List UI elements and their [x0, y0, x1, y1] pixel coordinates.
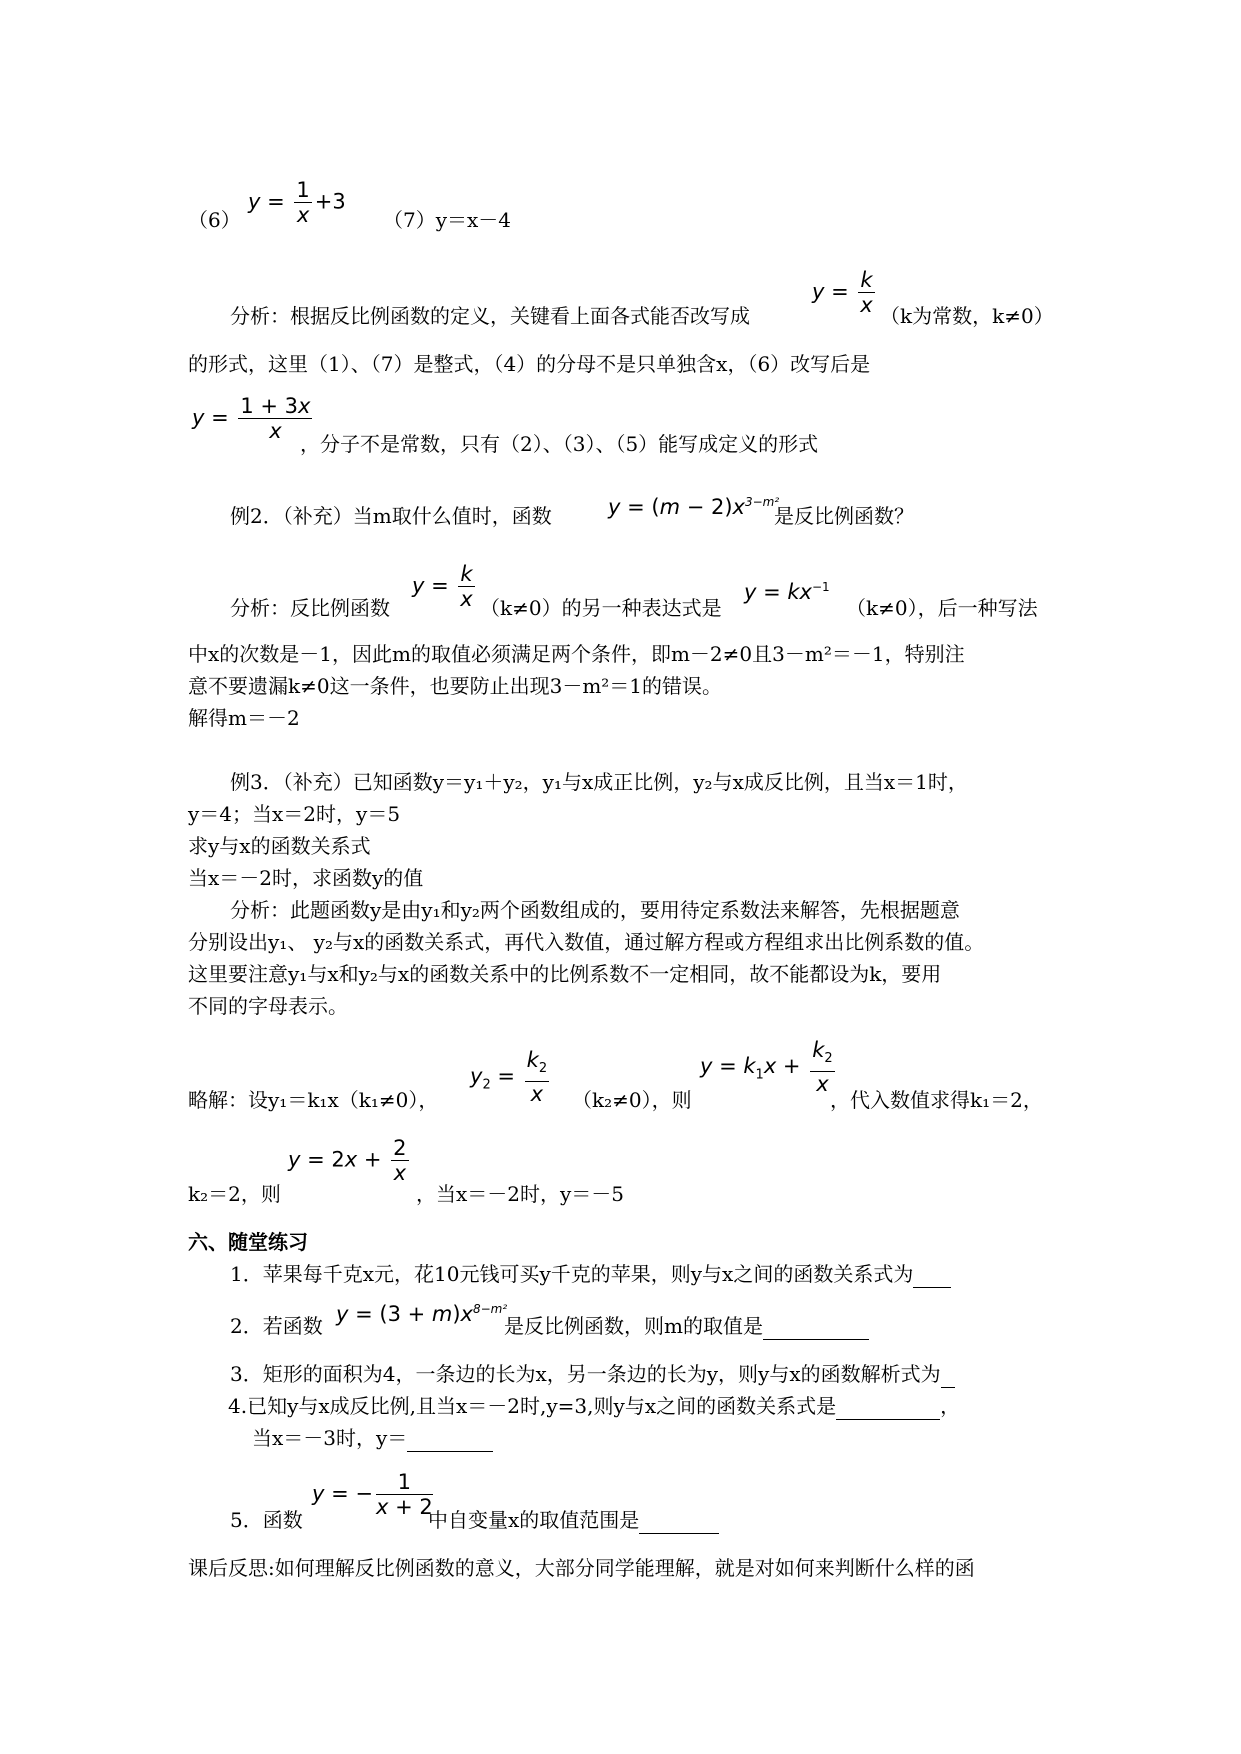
formula-1plus3x-over-x: y = $\frac{1 + 3x}{x}$	[192, 394, 311, 443]
answer-blank-4a[interactable]	[836, 1399, 940, 1420]
text-line-15: 分别设出y₁、 y₂与x的函数关系式，再代入数值，通过解方程或方程组求出比例系数的值。	[188, 930, 985, 954]
formula-y-k1x-plus-k2-over-x: $y = k_1x$ + $\frac{k_2}{x}$	[700, 1038, 833, 1097]
exercise-4b: 当x＝－3时，y＝	[252, 1424, 493, 1452]
text-line-17: 不同的字母表示。	[188, 994, 348, 1018]
answer-blank-3[interactable]	[941, 1367, 955, 1388]
exercise-2b: 是反比例函数，则m的取值是	[504, 1312, 869, 1340]
text-line-5a: 例2．（补充）当m取什么值时，函数	[230, 504, 552, 528]
formula-y-k-over-x-2: y = $\frac{k}{x}$	[412, 562, 473, 611]
exercise-2a: 2．若函数	[230, 1314, 323, 1338]
text-line-18b: （k₂≠0），则	[572, 1088, 692, 1112]
text-line-11: y＝4；当x＝2时，y＝5	[188, 802, 401, 826]
reflection-line: 课后反思:如何理解反比例函数的意义，大部分同学能理解，就是对如何来判断什么样的函	[188, 1556, 975, 1580]
exercise-3: 3．矩形的面积为4，一条边的长为x，另一条边的长为y，则y与x的函数解析式为	[230, 1360, 955, 1388]
text-line-18c: ，代入数值求得k₁＝2，	[830, 1088, 1043, 1112]
text-line-6b: （k≠0）的另一种表达式是	[480, 596, 722, 620]
text-line-8: 意不要遗漏k≠0这一条件，也要防止出现3－m²＝1的错误。	[188, 674, 723, 698]
text-line-2a: 分析：根据反比例函数的定义，关键看上面各式能否改写成	[230, 304, 750, 328]
text-line-2b: （k为常数，k≠0）	[880, 304, 1054, 328]
text-line-19b: ，当x＝－2时，y＝－5	[416, 1182, 625, 1206]
text-line-9: 解得m＝－2	[188, 706, 300, 730]
formula-y-2x-plus-2-over-x: y = 2x + $\frac{2}{x}$	[288, 1136, 407, 1185]
text-line-6c: （k≠0），后一种写法	[846, 596, 1038, 620]
formula-eq6: y = $\frac{1}{x}$ +3	[248, 178, 346, 227]
text-line-4: ，分子不是常数，只有（2）、（3）、（5）能写成定义的形式	[300, 432, 819, 456]
exercise-1: 1．苹果每千克x元，花10元钱可买y千克的苹果，则y与x之间的函数关系式为	[230, 1260, 951, 1288]
text-line-10: 例3．（补充）已知函数y＝y₁＋y₂，y₁与x成正比例，y₂与x成反比例，且当x＝1时，	[230, 770, 968, 794]
exercise-5b: 中自变量x的取值范围是	[428, 1506, 719, 1534]
text-line-13: 当x＝－2时，求函数y的值	[188, 866, 424, 890]
answer-blank-1[interactable]	[913, 1267, 951, 1288]
answer-blank-5[interactable]	[639, 1513, 719, 1534]
exercise-4: 4.已知y与x成反比例,且当x＝－2时,y=3,则y与x之间的函数关系式是 ，	[228, 1394, 961, 1418]
section-heading: 六、随堂练习	[188, 1230, 308, 1254]
text-line-1a: （6）	[188, 208, 241, 232]
formula-y-k-over-x: y = $\frac{k}{x}$	[812, 268, 873, 317]
formula-example2: $y = (m - 2)x^{3-m^2}$	[608, 495, 780, 519]
text-line-16: 这里要注意y₁与x和y₂与x的函数关系中的比例系数不一定相同，故不能都设为k，要用	[188, 962, 942, 986]
answer-blank-2[interactable]	[763, 1319, 869, 1340]
formula-kx-inverse: $y = kx^{-1}$	[744, 580, 830, 604]
text-line-12: 求y与x的函数关系式	[188, 834, 371, 858]
text-line-1b: （7）y＝x－4	[383, 208, 512, 232]
formula-exercise5: y = − $\frac{1}{x + 2}$	[312, 1470, 433, 1519]
text-line-3: 的形式，这里（1）、（7）是整式，（4）的分母不是只单独含x，（6）改写后是	[188, 352, 871, 376]
text-line-14: 分析：此题函数y是由y₁和y₂两个函数组成的，要用待定系数法来解答，先根据题意	[230, 898, 960, 922]
exercise-5a: 5．函数	[230, 1508, 303, 1532]
text-line-5b: 是反比例函数？	[774, 504, 914, 528]
formula-y2-k2-over-x: $y_2$ = $\frac{k_2}{x}$	[470, 1048, 548, 1107]
text-line-7: 中x的次数是－1，因此m的取值必须满足两个条件，即m－2≠0且3－m²＝－1，特别注	[188, 642, 965, 666]
answer-blank-4b[interactable]	[407, 1431, 493, 1452]
text-line-18a: 略解：设y₁＝k₁x（k₁≠0），	[188, 1088, 439, 1112]
text-line-6a: 分析：反比例函数	[230, 596, 390, 620]
formula-exercise2: $y = (3 + m)x^{8-m^2}$	[336, 1302, 508, 1326]
text-line-19a: k₂＝2，则	[188, 1182, 281, 1206]
